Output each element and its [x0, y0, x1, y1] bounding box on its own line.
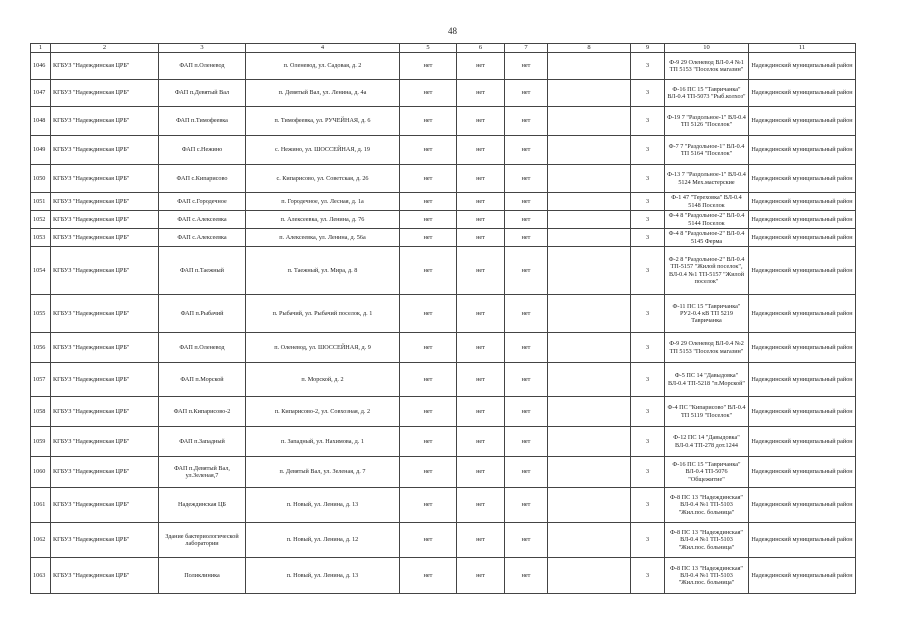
- table-cell-c5: нет: [400, 229, 457, 247]
- table-cell-c9: 3: [631, 53, 665, 80]
- table-cell-obj: ФАП с.Кипарисово: [159, 165, 246, 193]
- table-cell-c10: Ф-4 ПС "Кипарисово" ВЛ-0.4 ТП 5119 "Поселок": [665, 397, 749, 427]
- table-cell-org: КГБУЗ "Надеждинская ЦРБ": [51, 523, 159, 558]
- table-cell-c6: нет: [457, 165, 505, 193]
- table-cell-org: КГБУЗ "Надеждинская ЦРБ": [51, 247, 159, 295]
- table-cell-c7: нет: [505, 457, 548, 488]
- table-cell-c5: нет: [400, 295, 457, 333]
- table-cell-c9: 3: [631, 333, 665, 363]
- table-cell-c5: нет: [400, 165, 457, 193]
- table-cell-no: 1058: [31, 397, 51, 427]
- table-cell-addr: п. Городечное, ул. Лесная, д. 1а: [246, 193, 400, 211]
- table-cell-org: КГБУЗ "Надеждинская ЦРБ": [51, 193, 159, 211]
- table-cell-c9: 3: [631, 523, 665, 558]
- table-cell-c9: 3: [631, 558, 665, 594]
- table-cell-c7: нет: [505, 53, 548, 80]
- table-cell-c11: Надеждинский муниципальный район: [749, 295, 856, 333]
- table-cell-c10: Ф-9 29 Оленевод ВЛ-0.4 №2 ТП 5153 "Поселок магазин": [665, 333, 749, 363]
- table-row: [31, 397, 856, 427]
- table-cell-c6: нет: [457, 80, 505, 107]
- table-cell-c6: нет: [457, 247, 505, 295]
- table-cell-c11: Надеждинский муниципальный район: [749, 333, 856, 363]
- table-row: [31, 333, 856, 363]
- table-cell-c6: нет: [457, 211, 505, 229]
- table-cell-c10: Ф-12 ПС 14 "Давыдовка" ВЛ-0.4 ТП-278 дот.1244: [665, 427, 749, 457]
- table-cell-c7: нет: [505, 397, 548, 427]
- col-header: 7: [505, 44, 548, 53]
- table-cell-addr: п. Тимофеевка, ул. РУЧЕЙНАЯ, д. 6: [246, 107, 400, 136]
- table-row: [31, 558, 856, 594]
- table-cell-c11: Надеждинский муниципальный район: [749, 80, 856, 107]
- table-cell-c11: Надеждинский муниципальный район: [749, 211, 856, 229]
- table-cell-org: КГБУЗ "Надеждинская ЦРБ": [51, 229, 159, 247]
- table-cell-no: 1056: [31, 333, 51, 363]
- table-cell-obj: Надеждинская ЦБ: [159, 488, 246, 523]
- table-cell-c11: Надеждинский муниципальный район: [749, 523, 856, 558]
- table-cell-c11: Надеждинский муниципальный район: [749, 53, 856, 80]
- table-cell-org: КГБУЗ "Надеждинская ЦРБ": [51, 295, 159, 333]
- table-cell-c5: нет: [400, 53, 457, 80]
- table-row: [31, 247, 856, 295]
- table-cell-addr: п. Оленевод, ул. ШОССЕЙНАЯ, д. 9: [246, 333, 400, 363]
- table-cell-org: КГБУЗ "Надеждинская ЦРБ": [51, 107, 159, 136]
- table-cell-addr: п. Девятый Вал, ул. Зеленая, д. 7: [246, 457, 400, 488]
- table-cell-c8: [548, 457, 631, 488]
- table-cell-org: КГБУЗ "Надеждинская ЦРБ": [51, 397, 159, 427]
- table-cell-org: КГБУЗ "Надеждинская ЦРБ": [51, 363, 159, 397]
- table-row: [31, 80, 856, 107]
- col-header: 10: [665, 44, 749, 53]
- table-cell-obj: ФАП с.Городечное: [159, 193, 246, 211]
- table-cell-c11: Надеждинский муниципальный район: [749, 397, 856, 427]
- table-cell-c10: Ф-16 ПС 15 "Тавричанка" ВЛ-0.4 ТП-5073 "Рыб.колхоз": [665, 80, 749, 107]
- table-row: [31, 53, 856, 80]
- table-cell-c5: нет: [400, 488, 457, 523]
- table-cell-c6: нет: [457, 488, 505, 523]
- table-cell-c9: 3: [631, 229, 665, 247]
- table-cell-c11: Надеждинский муниципальный район: [749, 427, 856, 457]
- table-cell-c10: Ф-1 47 "Тереховка" ВЛ-0.4 5148 Поселок: [665, 193, 749, 211]
- table-cell-c7: нет: [505, 193, 548, 211]
- table-cell-obj: ФАП с.Алексеевка: [159, 229, 246, 247]
- table-cell-c8: [548, 363, 631, 397]
- table-cell-c5: нет: [400, 333, 457, 363]
- table-cell-c6: нет: [457, 397, 505, 427]
- table-cell-c5: нет: [400, 211, 457, 229]
- table-cell-c8: [548, 229, 631, 247]
- table-cell-c11: Надеждинский муниципальный район: [749, 165, 856, 193]
- table-cell-c8: [548, 193, 631, 211]
- header-row: [31, 44, 856, 53]
- table-cell-c11: Надеждинский муниципальный район: [749, 558, 856, 594]
- col-header: 3: [159, 44, 246, 53]
- table-cell-no: 1051: [31, 193, 51, 211]
- table-row: [31, 295, 856, 333]
- table-cell-c7: нет: [505, 295, 548, 333]
- table-cell-c8: [548, 333, 631, 363]
- table-cell-addr: п. Оленевод, ул. Садовая, д. 2: [246, 53, 400, 80]
- table-cell-c7: нет: [505, 229, 548, 247]
- table-cell-no: 1062: [31, 523, 51, 558]
- table-cell-c7: нет: [505, 136, 548, 165]
- table-row: [31, 523, 856, 558]
- table-cell-org: КГБУЗ "Надеждинская ЦРБ": [51, 558, 159, 594]
- table-cell-c10: Ф-7 7 "Раздольное-1" ВЛ-0.4 ТП 5164 "Поселок": [665, 136, 749, 165]
- table-cell-c8: [548, 211, 631, 229]
- table-cell-c10: Ф-9 29 Оленевод ВЛ-0.4 №1 ТП 5153 "Поселок магазин": [665, 53, 749, 80]
- table-cell-c7: нет: [505, 333, 548, 363]
- table-cell-c6: нет: [457, 193, 505, 211]
- table-cell-org: КГБУЗ "Надеждинская ЦРБ": [51, 53, 159, 80]
- table-cell-addr: п. Алексеевка, ул. Ленина, д. 56а: [246, 229, 400, 247]
- table-cell-obj: ФАП п.Девятый Вал: [159, 80, 246, 107]
- table-cell-no: 1055: [31, 295, 51, 333]
- table-cell-c9: 3: [631, 397, 665, 427]
- table-cell-c6: нет: [457, 136, 505, 165]
- table-cell-org: КГБУЗ "Надеждинская ЦРБ": [51, 427, 159, 457]
- table-cell-c8: [548, 295, 631, 333]
- table-cell-c7: нет: [505, 523, 548, 558]
- table-cell-c9: 3: [631, 136, 665, 165]
- table-cell-c8: [548, 427, 631, 457]
- table-cell-addr: п. Новый, ул. Ленина, д. 12: [246, 523, 400, 558]
- table-cell-org: КГБУЗ "Надеждинская ЦРБ": [51, 80, 159, 107]
- table-cell-c9: 3: [631, 457, 665, 488]
- table-cell-c5: нет: [400, 427, 457, 457]
- table-cell-c6: нет: [457, 333, 505, 363]
- table-cell-c11: Надеждинский муниципальный район: [749, 193, 856, 211]
- table-cell-obj: ФАП с.Алексеевка: [159, 211, 246, 229]
- table-cell-c5: нет: [400, 80, 457, 107]
- table-cell-obj: ФАП п.Оленевод: [159, 53, 246, 80]
- table-cell-addr: п. Морской, д. 2: [246, 363, 400, 397]
- table-cell-c10: Ф-19 7 "Раздольное-1" ВЛ-0.4 ТП 5126 "Поселок": [665, 107, 749, 136]
- table-cell-c10: Ф-8 ПС 13 "Надеждинская" ВЛ-0.4 №1 ТП-5103 "Жил.пос. больница": [665, 523, 749, 558]
- page-number: 48: [448, 26, 457, 36]
- table-cell-c8: [548, 247, 631, 295]
- table-cell-org: КГБУЗ "Надеждинская ЦРБ": [51, 333, 159, 363]
- col-header: 1: [31, 44, 51, 53]
- table-cell-c7: нет: [505, 427, 548, 457]
- table-cell-c9: 3: [631, 295, 665, 333]
- table-cell-c6: нет: [457, 53, 505, 80]
- table-cell-c8: [548, 488, 631, 523]
- table-cell-c7: нет: [505, 80, 548, 107]
- table-cell-c10: Ф-8 ПС 13 "Надеждинская" ВЛ-0.4 №1 ТП-5103 "Жил.пос. больница": [665, 558, 749, 594]
- table-cell-c7: нет: [505, 165, 548, 193]
- data-table: [30, 43, 856, 594]
- table-cell-c11: Надеждинский муниципальный район: [749, 363, 856, 397]
- table-cell-c7: нет: [505, 363, 548, 397]
- col-header: 2: [51, 44, 159, 53]
- table-cell-c8: [548, 397, 631, 427]
- table-cell-no: 1047: [31, 80, 51, 107]
- table-cell-c7: нет: [505, 211, 548, 229]
- table-cell-addr: с. Нежино, ул. ШОССЕЙНАЯ, д. 19: [246, 136, 400, 165]
- table-cell-c11: Надеждинский муниципальный район: [749, 136, 856, 165]
- table-cell-c8: [548, 523, 631, 558]
- table-cell-c11: Надеждинский муниципальный район: [749, 229, 856, 247]
- table-cell-c8: [548, 80, 631, 107]
- col-header: 6: [457, 44, 505, 53]
- table-cell-addr: п. Новый, ул. Ленина, д. 13: [246, 488, 400, 523]
- table-cell-no: 1057: [31, 363, 51, 397]
- table-row: [31, 488, 856, 523]
- table-row: [31, 211, 856, 229]
- table-cell-c8: [548, 53, 631, 80]
- table-cell-no: 1063: [31, 558, 51, 594]
- table-cell-c9: 3: [631, 165, 665, 193]
- table-row: [31, 363, 856, 397]
- table-cell-c10: Ф-16 ПС 15 "Тавричанка" ВЛ-0.4 ТП-5076 "Общежитие": [665, 457, 749, 488]
- table-cell-addr: п. Рыбачий, ул. Рыбачий поселок, д. 1: [246, 295, 400, 333]
- table-cell-c6: нет: [457, 457, 505, 488]
- col-header: 8: [548, 44, 631, 53]
- table-cell-c5: нет: [400, 247, 457, 295]
- table-cell-no: 1050: [31, 165, 51, 193]
- table-row: [31, 229, 856, 247]
- table-cell-c6: нет: [457, 558, 505, 594]
- table-cell-org: КГБУЗ "Надеждинская ЦРБ": [51, 457, 159, 488]
- table-cell-obj: ФАП п.Тимофеевка: [159, 107, 246, 136]
- table-cell-obj: ФАП п.Оленевод: [159, 333, 246, 363]
- table-cell-obj: Здание бактериологической лаборатории: [159, 523, 246, 558]
- table-cell-c9: 3: [631, 488, 665, 523]
- table-cell-c10: Ф-11 ПС 15 "Тавричанка" РУ2-0.4 кВ ТП 5219 Тавричанка: [665, 295, 749, 333]
- table-cell-c11: Надеждинский муниципальный район: [749, 247, 856, 295]
- table-cell-addr: п. Западный, ул. Нахимова, д. 1: [246, 427, 400, 457]
- table-cell-c6: нет: [457, 295, 505, 333]
- table-cell-c7: нет: [505, 107, 548, 136]
- table-cell-no: 1054: [31, 247, 51, 295]
- table-cell-c6: нет: [457, 229, 505, 247]
- table-row: [31, 107, 856, 136]
- table-cell-c5: нет: [400, 107, 457, 136]
- table-row: [31, 193, 856, 211]
- table-cell-obj: ФАП п.Кипарисово-2: [159, 397, 246, 427]
- table-cell-c9: 3: [631, 363, 665, 397]
- table-cell-c9: 3: [631, 107, 665, 136]
- table-cell-obj: ФАП п.Морской: [159, 363, 246, 397]
- table-cell-c6: нет: [457, 427, 505, 457]
- table-cell-obj: ФАП п.Рыбачий: [159, 295, 246, 333]
- table-cell-addr: п. Новый, ул. Ленина, д. 13: [246, 558, 400, 594]
- table-cell-addr: п. Кипарисово-2, ул. Совхозная, д. 2: [246, 397, 400, 427]
- col-header: 5: [400, 44, 457, 53]
- table-cell-no: 1049: [31, 136, 51, 165]
- table-cell-c8: [548, 558, 631, 594]
- table-cell-c9: 3: [631, 80, 665, 107]
- table-cell-no: 1061: [31, 488, 51, 523]
- table-cell-obj: ФАП п.Западный: [159, 427, 246, 457]
- table-cell-c9: 3: [631, 427, 665, 457]
- table-cell-c10: Ф-2 8 "Раздольное-2" ВЛ-0.4 ТП-5157 "Жилой поселок", ВЛ-0.4 №1 ТП-5157 "Жилой поселок": [665, 247, 749, 295]
- table-cell-c11: Надеждинский муниципальный район: [749, 457, 856, 488]
- table-cell-c7: нет: [505, 247, 548, 295]
- table-cell-c5: нет: [400, 523, 457, 558]
- table-cell-obj: ФАП п.Таежный: [159, 247, 246, 295]
- table-cell-no: 1048: [31, 107, 51, 136]
- table-cell-c8: [548, 165, 631, 193]
- table-cell-addr: п. Таежный, ул. Мира, д. 8: [246, 247, 400, 295]
- table-cell-no: 1052: [31, 211, 51, 229]
- table-cell-c5: нет: [400, 558, 457, 594]
- col-header: 4: [246, 44, 400, 53]
- table-cell-c10: Ф-8 ПС 13 "Надеждинская" ВЛ-0.4 №1 ТП-5103 "Жил.пос. больница": [665, 488, 749, 523]
- table-cell-c10: Ф-5 ПС 14 "Давыдовка" ВЛ-0.4 ТП-5218 "п.Морской": [665, 363, 749, 397]
- table-cell-obj: Поликлиника: [159, 558, 246, 594]
- table-row: [31, 457, 856, 488]
- table-cell-org: КГБУЗ "Надеждинская ЦРБ": [51, 488, 159, 523]
- col-header: 11: [749, 44, 856, 53]
- table-cell-c10: Ф-4 8 "Раздольное-2" ВЛ-0.4 5144 Поселок: [665, 211, 749, 229]
- table-cell-no: 1053: [31, 229, 51, 247]
- table-cell-addr: п. Алексеевка, ул. Ленина, д. 76: [246, 211, 400, 229]
- table-cell-c7: нет: [505, 488, 548, 523]
- table-cell-c10: Ф-4 8 "Раздольное-2" ВЛ-0.4 5145 Ферма: [665, 229, 749, 247]
- table-cell-no: 1059: [31, 427, 51, 457]
- table-cell-c11: Надеждинский муниципальный район: [749, 107, 856, 136]
- table-row: [31, 165, 856, 193]
- table-cell-c6: нет: [457, 363, 505, 397]
- table-cell-addr: п. Девятый Вал, ул. Ленина, д. 4а: [246, 80, 400, 107]
- table-row: [31, 427, 856, 457]
- table-cell-obj: ФАП п.Девятый Вал, ул.Зеленая,7: [159, 457, 246, 488]
- table-cell-obj: ФАП с.Нежино: [159, 136, 246, 165]
- table-cell-org: КГБУЗ "Надеждинская ЦРБ": [51, 211, 159, 229]
- table-cell-no: 1060: [31, 457, 51, 488]
- table-cell-org: КГБУЗ "Надеждинская ЦРБ": [51, 165, 159, 193]
- table-cell-c8: [548, 107, 631, 136]
- table-cell-c10: Ф-13 7 "Раздольное-1" ВЛ-0.4 5124 Мех.мастерские: [665, 165, 749, 193]
- table-cell-c6: нет: [457, 107, 505, 136]
- table-cell-c5: нет: [400, 457, 457, 488]
- table-cell-c5: нет: [400, 363, 457, 397]
- table-cell-c6: нет: [457, 523, 505, 558]
- table-cell-c11: Надеждинский муниципальный район: [749, 488, 856, 523]
- table-cell-c9: 3: [631, 211, 665, 229]
- table-cell-c9: 3: [631, 247, 665, 295]
- table-row: [31, 136, 856, 165]
- table-cell-c7: нет: [505, 558, 548, 594]
- table-cell-addr: с. Кипарисово, ул. Советская, д. 26: [246, 165, 400, 193]
- col-header: 9: [631, 44, 665, 53]
- table-cell-c5: нет: [400, 193, 457, 211]
- table-cell-no: 1046: [31, 53, 51, 80]
- table-cell-c8: [548, 136, 631, 165]
- table-cell-c5: нет: [400, 136, 457, 165]
- table-cell-c5: нет: [400, 397, 457, 427]
- table-cell-c9: 3: [631, 193, 665, 211]
- table-cell-org: КГБУЗ "Надеждинская ЦРБ": [51, 136, 159, 165]
